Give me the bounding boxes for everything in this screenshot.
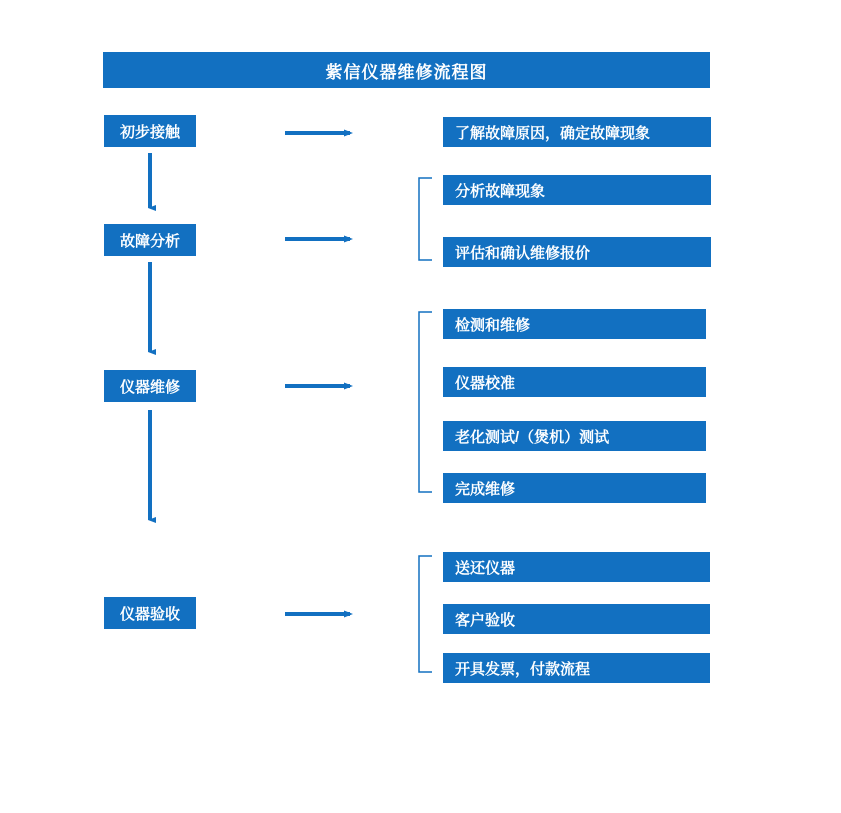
detail-node-5[interactable]: 仪器校准 [443,367,706,397]
detail-node-9[interactable]: 客户验收 [443,604,710,634]
detail-node-2[interactable]: 分析故障现象 [443,175,711,205]
detail-node-10[interactable]: 开具发票，付款流程 [443,653,710,683]
detail-node-6[interactable]: 老化测试/（煲机）测试 [443,421,706,451]
stage-node-instrument-acceptance[interactable]: 仪器验收 [104,597,196,629]
detail-node-4[interactable]: 检测和维修 [443,309,706,339]
detail-node-8[interactable]: 送还仪器 [443,552,710,582]
detail-node-1[interactable]: 了解故障原因，确定故障现象 [443,117,711,147]
bracket-acceptance [419,556,432,672]
stage-node-fault-analysis[interactable]: 故障分析 [104,224,196,256]
chart-title: 紫信仪器维修流程图 [103,52,710,88]
bracket-repair [419,312,432,492]
bracket-fault-analysis [419,178,432,260]
stage-node-instrument-repair[interactable]: 仪器维修 [104,370,196,402]
detail-node-7[interactable]: 完成维修 [443,473,706,503]
stage-node-initial-contact[interactable]: 初步接触 [104,115,196,147]
detail-node-3[interactable]: 评估和确认维修报价 [443,237,711,267]
